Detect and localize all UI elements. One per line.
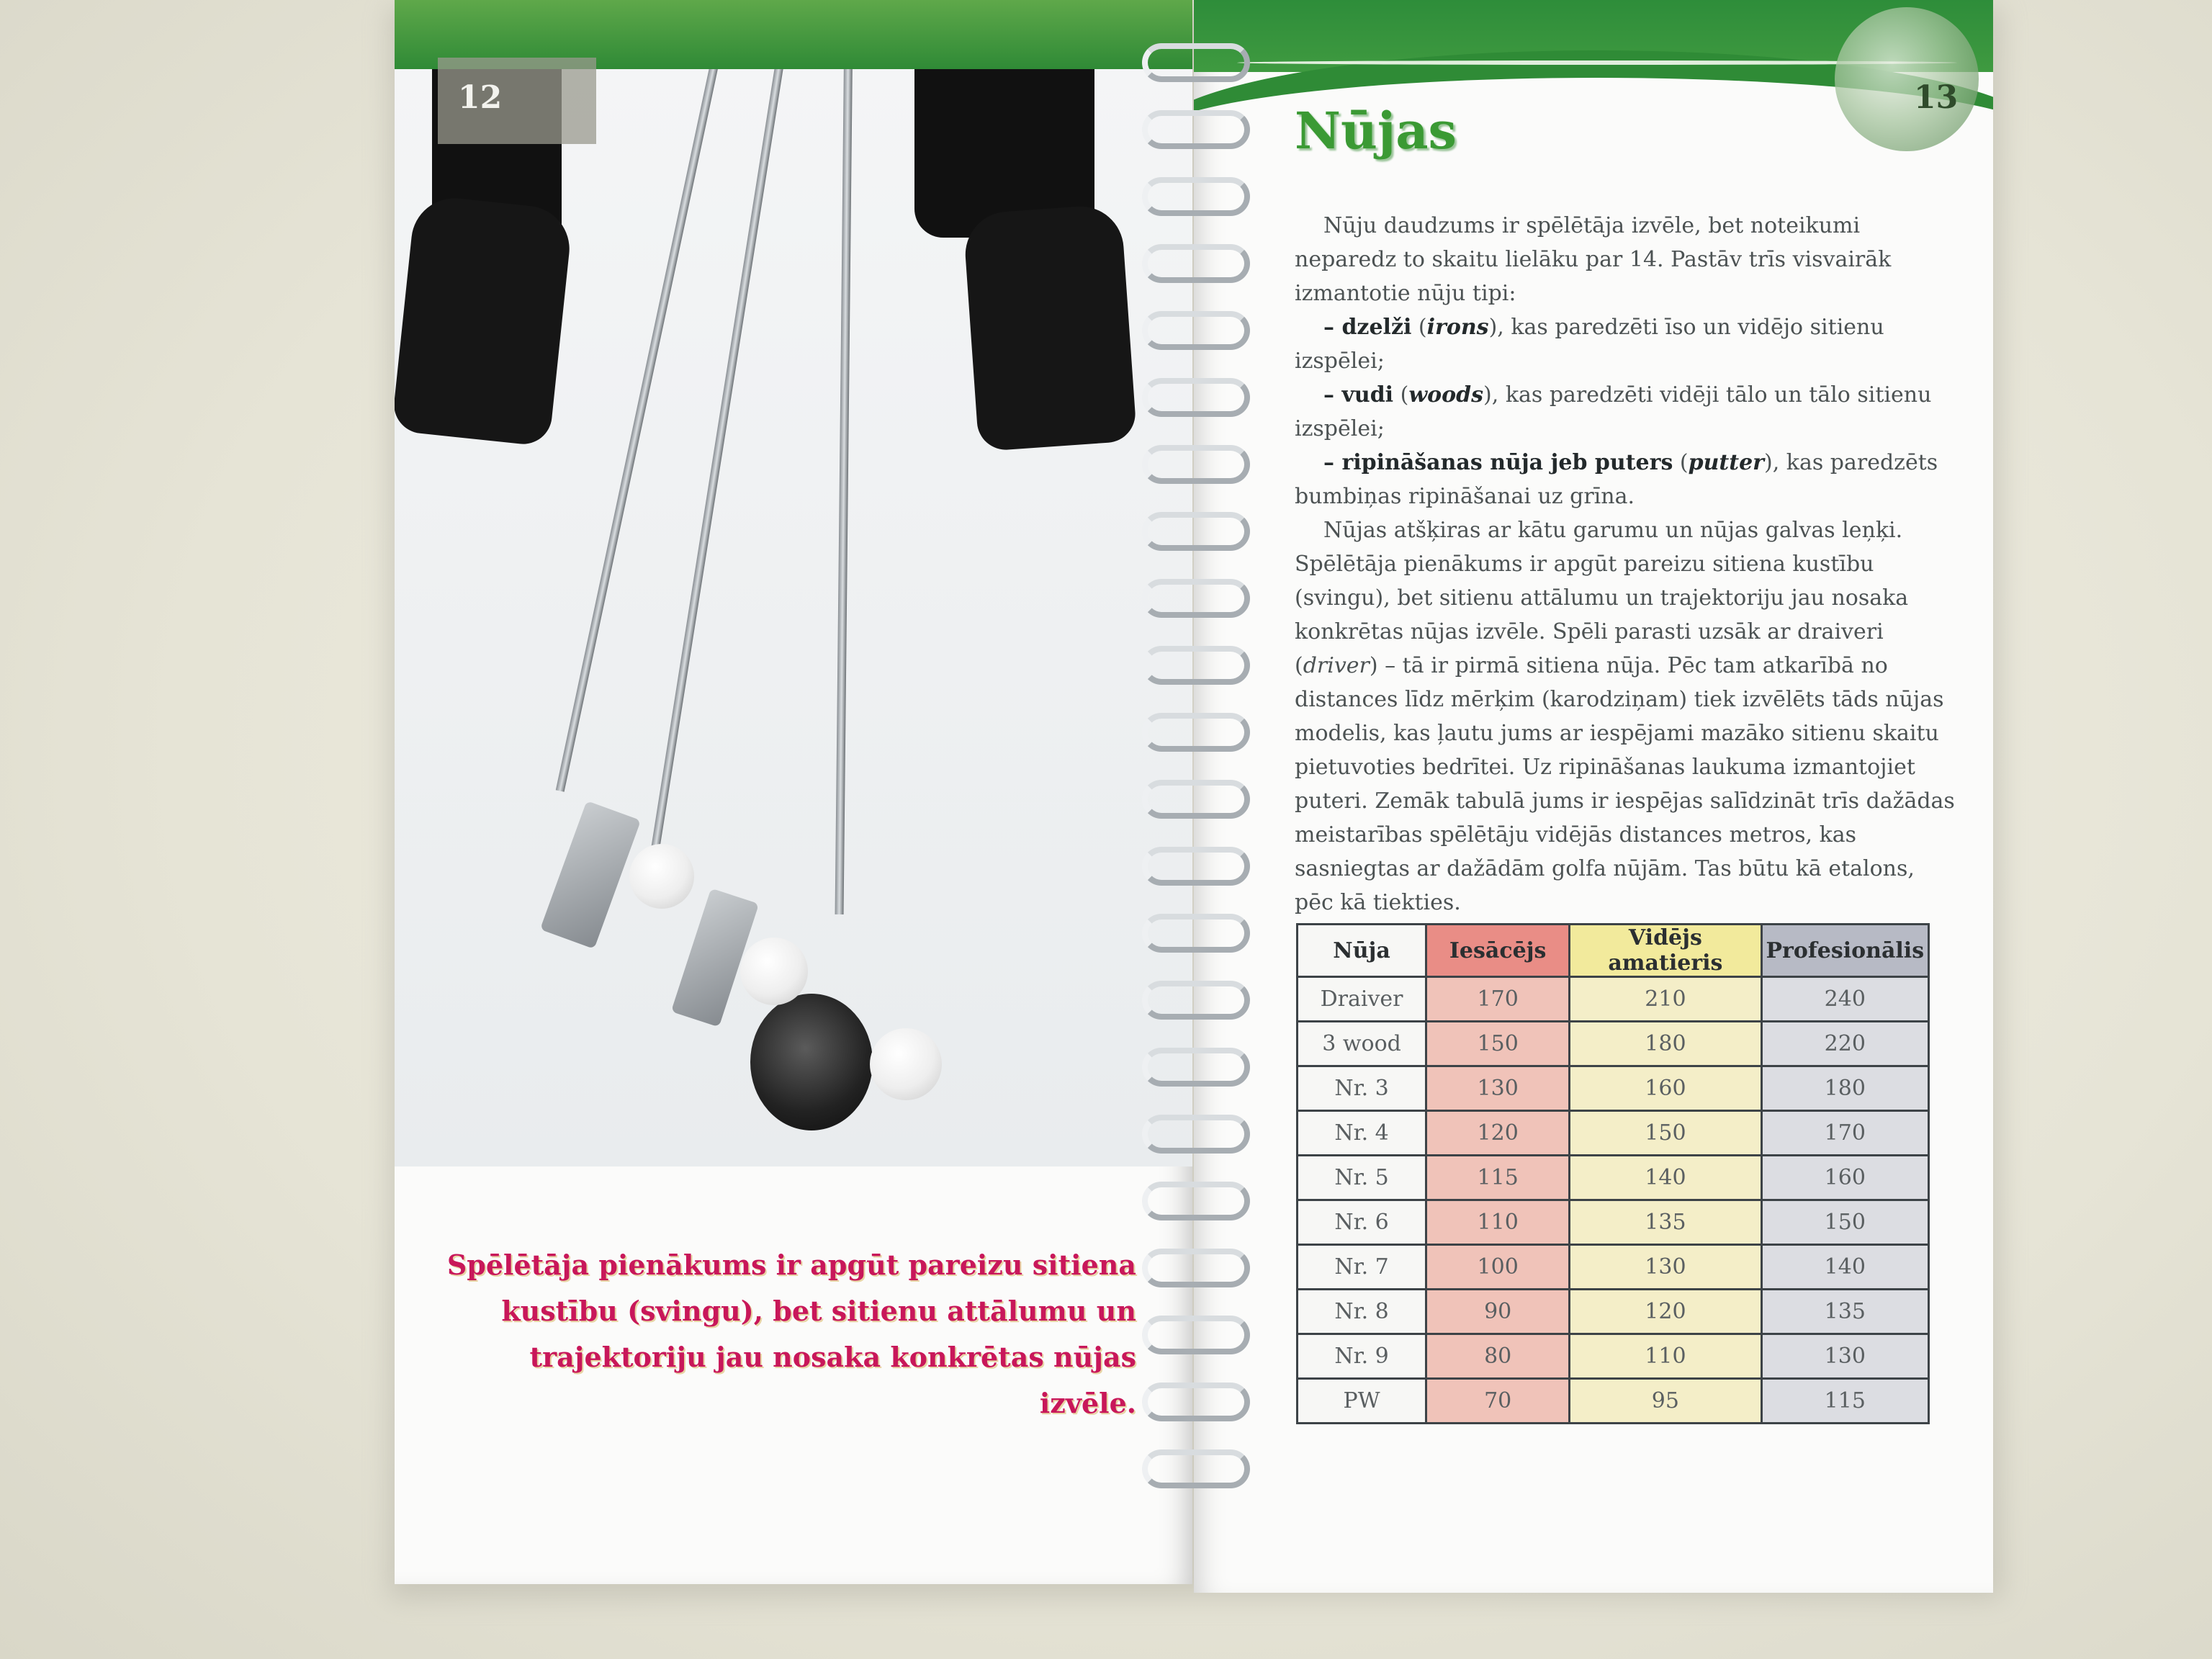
club-cell: Nr. 6: [1298, 1200, 1426, 1245]
table-row: [1298, 1334, 1929, 1379]
club-type-item: – vudi (woods), kas paredzēti vidēji tālo un tālo sitienu izspēlei;: [1295, 382, 1932, 441]
table-row: [1298, 1111, 1929, 1156]
spiral-ring: [1142, 177, 1250, 216]
driver-term: driver: [1303, 653, 1370, 678]
amateur-cell: 210: [1570, 977, 1761, 1022]
amateur-cell: 150: [1570, 1111, 1761, 1156]
pro-cell: 140: [1761, 1245, 1928, 1290]
club-cell: 3 wood: [1298, 1022, 1426, 1066]
spiral-ring: [1142, 43, 1250, 82]
beginner-cell: 110: [1426, 1200, 1570, 1245]
spiral-ring: [1142, 311, 1250, 350]
beginner-cell: 90: [1426, 1290, 1570, 1334]
spiral-ring: [1142, 914, 1250, 953]
club-cell: Nr. 3: [1298, 1066, 1426, 1111]
club-type-english: putter: [1688, 450, 1764, 475]
left-shoe: [395, 194, 574, 446]
golf-ball: [870, 1028, 942, 1100]
club-type-item: – dzelži (irons), kas paredzēti īso un vidējo sitienu izspēlei;: [1295, 315, 1884, 374]
golf-ball: [740, 938, 808, 1005]
beginner-cell: 120: [1426, 1111, 1570, 1156]
club-cell: Nr. 9: [1298, 1334, 1426, 1379]
pro-cell: 170: [1761, 1111, 1928, 1156]
beginner-cell: 170: [1426, 977, 1570, 1022]
pro-cell: 240: [1761, 977, 1928, 1022]
club-cell: Nr. 5: [1298, 1156, 1426, 1200]
table-row: [1298, 1200, 1929, 1245]
spiral-ring: [1142, 1249, 1250, 1287]
club-cell: PW: [1298, 1379, 1426, 1424]
section-title: Nūjas: [1295, 101, 1457, 161]
spiral-ring: [1142, 1316, 1250, 1354]
pro-cell: 160: [1761, 1156, 1928, 1200]
club-cell: Nr. 4: [1298, 1111, 1426, 1156]
club-cell: Draiver: [1298, 977, 1426, 1022]
page-number-left: 12: [458, 79, 503, 116]
spiral-ring: [1142, 512, 1250, 551]
pro-cell: 220: [1761, 1022, 1928, 1066]
amateur-cell: 120: [1570, 1290, 1761, 1334]
table-row: [1298, 1156, 1929, 1200]
amateur-cell: 110: [1570, 1334, 1761, 1379]
golf-ball: [629, 844, 694, 909]
page-number-right: 13: [1914, 79, 1959, 116]
spiral-ring: [1142, 445, 1250, 484]
club-type-english: irons: [1426, 315, 1489, 340]
right-shoe: [963, 204, 1137, 452]
spiral-binding: [1128, 43, 1272, 1527]
table-row: [1298, 977, 1929, 1022]
club-cell: Nr. 7: [1298, 1245, 1426, 1290]
spiral-ring: [1142, 780, 1250, 819]
iron-head-1: [540, 801, 641, 949]
beginner-cell: 70: [1426, 1379, 1570, 1424]
table-row: [1298, 1022, 1929, 1066]
golf-clubs-photo: [395, 58, 1192, 1166]
pro-cell: 150: [1761, 1200, 1928, 1245]
spiral-ring: [1142, 646, 1250, 685]
amateur-cell: 95: [1570, 1379, 1761, 1424]
beginner-cell: 115: [1426, 1156, 1570, 1200]
beginner-cell: 100: [1426, 1245, 1570, 1290]
spiral-ring: [1142, 1449, 1250, 1488]
spiral-ring: [1142, 847, 1250, 886]
spiral-ring: [1142, 713, 1250, 752]
driver-head: [750, 994, 873, 1130]
spiral-ring: [1142, 579, 1250, 618]
col-header-beginner: Iesācējs: [1426, 925, 1570, 977]
spiral-ring: [1142, 110, 1250, 149]
body-text: [1295, 209, 1957, 920]
amateur-cell: 135: [1570, 1200, 1761, 1245]
amateur-cell: 160: [1570, 1066, 1761, 1111]
pull-quote: Spēlētāja pienākums ir apgūt pareizu sitiena kustību (svingu), bet sitienu attālumu un trajektoriju jau nosaka konkrētas nūjas izvēle.: [446, 1249, 1136, 1419]
club-type-name: dzelži: [1341, 315, 1412, 340]
club-type-name: ripināšanas nūja jeb puters: [1341, 450, 1673, 475]
club-type-english: woods: [1408, 382, 1484, 408]
iron-shaft-1: [556, 58, 720, 792]
distance-table: [1296, 923, 1930, 1424]
spiral-ring: [1142, 1048, 1250, 1087]
club-type-item: – ripināšanas nūja jeb puters (putter), kas paredzēts bumbiņas ripināšanai uz grīna.: [1295, 450, 1938, 509]
intro-paragraph: Nūju daudzums ir spēlētāja izvēle, bet noteikumi neparedz to skaitu lielāku par 14. Pastāv trīs visvairāk izmantotie nūju tipi:: [1295, 213, 1892, 306]
pro-cell: 115: [1761, 1379, 1928, 1424]
spiral-ring: [1142, 981, 1250, 1020]
amateur-cell: 140: [1570, 1156, 1761, 1200]
col-header-club: Nūja: [1298, 925, 1426, 977]
iron-shaft-2: [648, 58, 785, 870]
amateur-cell: 130: [1570, 1245, 1761, 1290]
left-page: [395, 0, 1192, 1584]
right-page: [1194, 0, 1993, 1593]
club-cell: Nr. 8: [1298, 1290, 1426, 1334]
spiral-ring: [1142, 244, 1250, 283]
beginner-cell: 80: [1426, 1334, 1570, 1379]
spiral-ring: [1142, 378, 1250, 417]
beginner-cell: 130: [1426, 1066, 1570, 1111]
spiral-ring: [1142, 1382, 1250, 1421]
amateur-cell: 180: [1570, 1022, 1761, 1066]
pro-cell: 180: [1761, 1066, 1928, 1111]
spiral-ring: [1142, 1115, 1250, 1154]
table-header-row: [1298, 925, 1929, 977]
table-row: [1298, 1290, 1929, 1334]
col-header-professional: Profesionālis: [1761, 925, 1928, 977]
pro-cell: 130: [1761, 1334, 1928, 1379]
pro-cell: 135: [1761, 1290, 1928, 1334]
driver-shaft: [835, 58, 853, 914]
table-row: [1298, 1245, 1929, 1290]
table-row: [1298, 1066, 1929, 1111]
spiral-ring: [1142, 1182, 1250, 1220]
main-paragraph: Nūjas atšķiras ar kātu garumu un nūjas galvas leņķi. Spēlētāja pienākums ir apgūt pareizu sitiena kustību (svingu), bet sitienu attālumu un trajektoriju jau nosaka konkrētas nūjas izvēle. Spēli parasti uzsāk ar draiveri (driver) – tā ir pirmā sitiena nūja. Pēc tam atkarībā no distances līdz mērķim (karodziņam) tiek izvēlēts tāds nūjas modelis, kas ļautu jums ar iespējami mazāko sitienu skaitu pietuvoties bedrītei. Uz ripināšanas laukuma izmantojiet puteri. Zemāk tabulā jums ir iespējas salīdzināt trīs dažādas meistarības spēlētāju vidējās distances metros, kas sasniegtas ar dažādām golfa nūjām. Tas būtu kā etalons, pēc kā tiekties.: [1295, 518, 1955, 915]
table-row: [1298, 1379, 1929, 1424]
beginner-cell: 150: [1426, 1022, 1570, 1066]
col-header-amateur: Vidējs amatieris: [1570, 925, 1761, 977]
club-type-name: vudi: [1341, 382, 1394, 408]
